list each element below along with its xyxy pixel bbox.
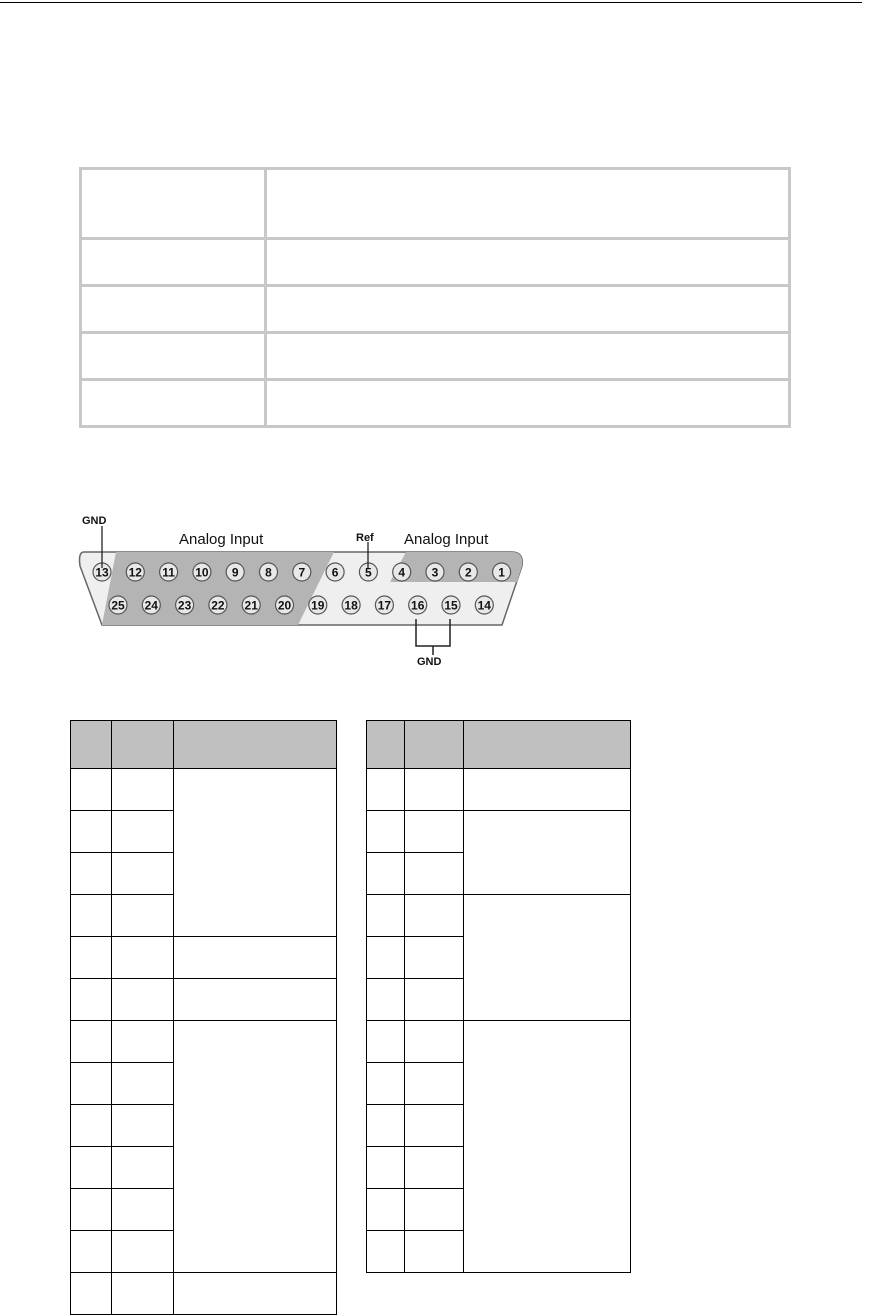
gnd-label-top: GND [82, 515, 107, 527]
header-cell [174, 721, 337, 769]
table-cell [367, 1105, 405, 1147]
table-row [71, 937, 337, 979]
pin-label-6: 6 [331, 565, 339, 580]
table-cell [112, 1231, 174, 1273]
gnd-label-bottom: GND [417, 656, 442, 668]
table-cell [405, 1231, 464, 1273]
table-cell [405, 1189, 464, 1231]
table-cell [174, 769, 337, 937]
table-cell [71, 937, 112, 979]
header-cell [367, 721, 405, 769]
table-cell [367, 979, 405, 1021]
table-cell [367, 769, 405, 811]
table-row [367, 769, 631, 811]
table-cell [71, 1189, 112, 1231]
table-cell [405, 1147, 464, 1189]
spec-table-row-divider [82, 331, 788, 334]
table-cell [71, 895, 112, 937]
table-cell [71, 1063, 112, 1105]
pin-label-13: 13 [95, 565, 109, 580]
table-cell [405, 937, 464, 979]
pin-label-8: 8 [265, 565, 272, 580]
table-cell [71, 769, 112, 811]
table-cell [174, 1021, 337, 1273]
table-header-row [367, 721, 631, 769]
table-header-row [71, 721, 337, 769]
table-cell [464, 1021, 631, 1273]
table-cell [112, 1273, 174, 1315]
header-cell [464, 721, 631, 769]
pin-label-4: 4 [398, 565, 406, 580]
header-cell [112, 721, 174, 769]
table-cell [464, 895, 631, 1021]
spec-table-row-divider [82, 378, 788, 381]
table-cell [405, 853, 464, 895]
table-cell [405, 769, 464, 811]
table-cell [112, 895, 174, 937]
pin-label-17: 17 [377, 598, 392, 613]
table-cell [405, 895, 464, 937]
table-cell [71, 1021, 112, 1063]
table-cell [405, 979, 464, 1021]
table-cell [71, 1273, 112, 1315]
table-cell [174, 979, 337, 1021]
table-cell [112, 937, 174, 979]
pin-label-5: 5 [365, 565, 372, 580]
spec-table-column-divider [264, 170, 267, 425]
header-cell [71, 721, 112, 769]
table-cell [112, 1189, 174, 1231]
table-cell [367, 1147, 405, 1189]
pin-label-7: 7 [298, 565, 306, 580]
table-cell [367, 853, 405, 895]
table-cell [112, 1063, 174, 1105]
table-cell [112, 1021, 174, 1063]
pin-label-16: 16 [411, 598, 425, 613]
pin-label-24: 24 [144, 598, 158, 613]
table-cell [112, 979, 174, 1021]
table-row [367, 895, 631, 937]
pin-label-21: 21 [244, 598, 258, 613]
pin-label-22: 22 [211, 598, 225, 613]
table-row [71, 979, 337, 1021]
table-cell [367, 811, 405, 853]
pin-table-right [366, 720, 631, 1273]
table-cell [112, 769, 174, 811]
pin-label-23: 23 [177, 598, 192, 613]
table-cell [71, 811, 112, 853]
table-cell [464, 811, 631, 895]
pin-label-12: 12 [128, 565, 142, 580]
table-cell [71, 1231, 112, 1273]
table-cell [71, 853, 112, 895]
table-cell [405, 1105, 464, 1147]
table-row [367, 1021, 631, 1063]
table-cell [174, 1273, 337, 1315]
pin-label-10: 10 [195, 565, 209, 580]
pin-label-3: 3 [431, 565, 439, 580]
table-cell [367, 1189, 405, 1231]
analog-input-label-right: Analog Input [404, 531, 489, 548]
pin-label-25: 25 [111, 598, 125, 613]
spec-table [79, 167, 791, 428]
spec-table-row-divider [82, 284, 788, 287]
table-cell [112, 1105, 174, 1147]
table-row [71, 1273, 337, 1315]
pin-label-11: 11 [162, 565, 175, 580]
table-cell [367, 937, 405, 979]
table-row [367, 811, 631, 853]
pin-label-1: 1 [498, 565, 505, 580]
pin-label-20: 20 [277, 598, 292, 613]
pin-label-9: 9 [231, 565, 239, 580]
table-cell [405, 1063, 464, 1105]
table-cell [405, 1021, 464, 1063]
table-cell [464, 769, 631, 811]
ref-label: Ref [356, 532, 374, 544]
page-header-rule [0, 2, 862, 3]
table-cell [71, 1147, 112, 1189]
pin-label-15: 15 [444, 598, 458, 613]
db25-connector-diagram [72, 512, 532, 682]
table-cell [367, 1021, 405, 1063]
table-cell [71, 979, 112, 1021]
table-cell [71, 1105, 112, 1147]
pin-label-14: 14 [477, 598, 491, 613]
table-cell [405, 811, 464, 853]
spec-table-row-divider [82, 237, 788, 240]
table-row [71, 769, 337, 811]
pin-label-18: 18 [344, 598, 358, 613]
table-cell [174, 937, 337, 979]
table-cell [112, 1147, 174, 1189]
table-cell [367, 1231, 405, 1273]
table-cell [112, 853, 174, 895]
header-cell [405, 721, 464, 769]
table-cell [367, 1063, 405, 1105]
table-row [71, 1021, 337, 1063]
table-cell [112, 811, 174, 853]
pin-table-left [70, 720, 337, 1315]
analog-input-label-left: Analog Input [179, 531, 264, 548]
pin-label-19: 19 [311, 598, 325, 613]
pin-label-2: 2 [464, 565, 472, 580]
table-cell [367, 895, 405, 937]
